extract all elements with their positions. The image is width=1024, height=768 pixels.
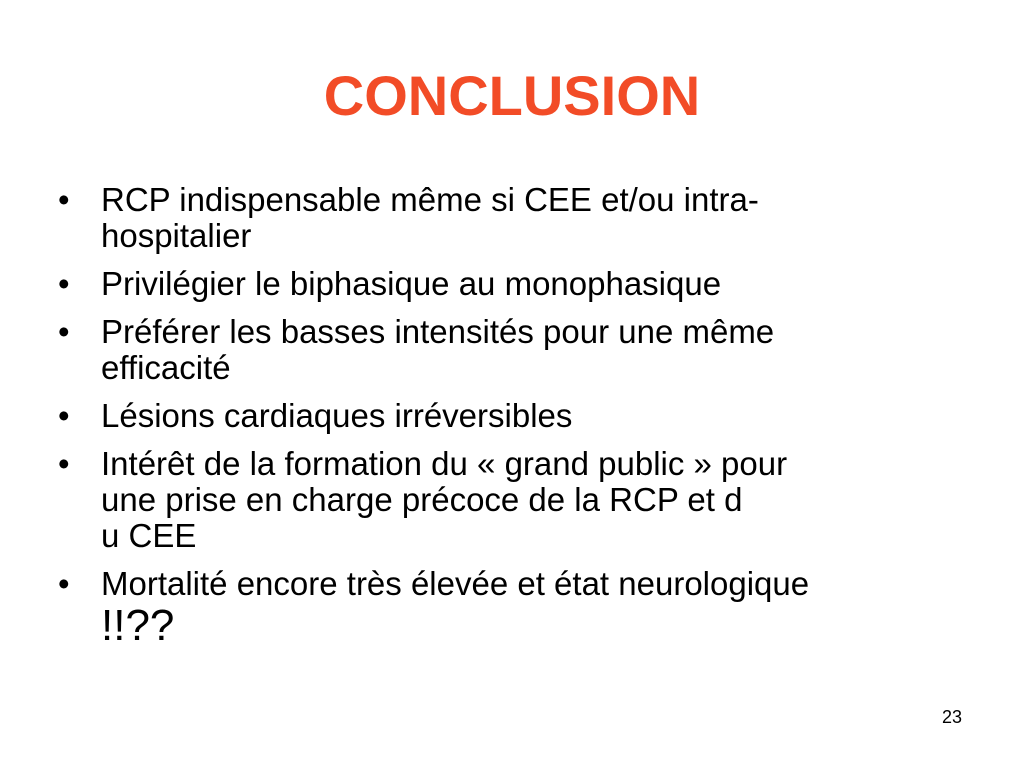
bullet-dot-icon: • (58, 565, 70, 602)
bullet-item (58, 266, 978, 302)
bullet-text: Privilégier le biphasique au monophasique (101, 265, 722, 302)
bullet-item (58, 446, 978, 554)
bullet-item (58, 182, 978, 254)
bullet-text: Mortalité encore très élevée et état neurologique (101, 565, 810, 602)
emphasis-text: !!?? (101, 601, 175, 650)
bullet-dot-icon: • (58, 445, 70, 482)
bullet-item (58, 314, 978, 386)
bullet-text: Intérêt de la formation du « grand public » pour une prise en charge précoce de la RCP et d u CEE (101, 445, 788, 554)
bullet-text: Lésions cardiaques irréversibles (101, 397, 573, 434)
bullet-dot-icon: • (58, 397, 70, 434)
bullet-item (58, 398, 978, 434)
bullet-text: RCP indispensable même si CEE et/ou intra- hospitalier (101, 181, 759, 254)
slide-title: CONCLUSION (323, 64, 701, 127)
bullet-text: Préférer les basses intensités pour une même efficacité (101, 313, 775, 386)
bullet-dot-icon: • (58, 313, 70, 350)
page-number: 23 (941, 707, 962, 727)
bullet-dot-icon: • (58, 181, 70, 218)
bullet-item (58, 566, 978, 650)
bullet-list (58, 182, 978, 662)
bullet-dot-icon: • (58, 265, 70, 302)
